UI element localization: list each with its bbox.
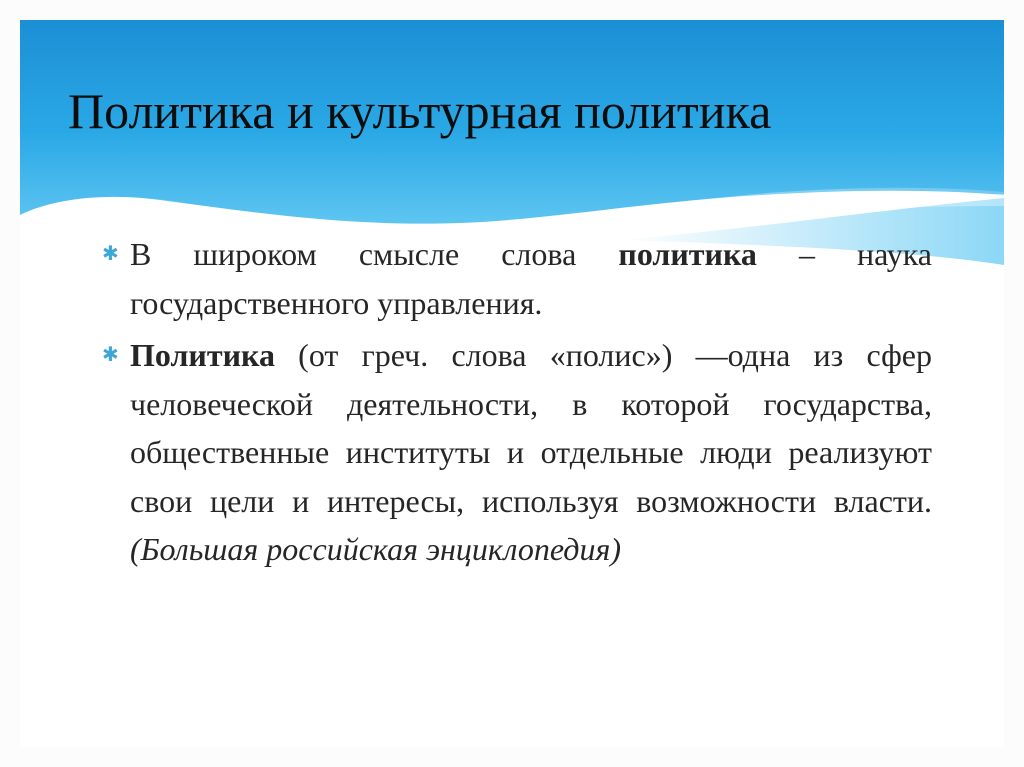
bullet-text: – наука государственного управления. [130,236,933,321]
bullet-text: (от греч. слова «полис») —одна из сфер человеческой деятельности, в которой государства, общественные институты и отдельные люди реализуют свои цели и интересы, используя возможности власти. [130,337,932,519]
bullet-item [102,230,932,327]
asterisk-icon: ✱ [102,344,119,366]
bullet-term: Политика [130,337,275,373]
citation-source: (Большая российская энциклопедия) [130,531,621,567]
asterisk-icon: ✱ [102,243,119,265]
bullet-text: В широком смысле слова [130,236,619,272]
bullet-item [102,331,932,574]
slide-title: Политика и культурная политика [68,83,772,139]
slide [20,20,1004,747]
bullet-term: политика [618,236,757,272]
slide-content [102,230,932,578]
